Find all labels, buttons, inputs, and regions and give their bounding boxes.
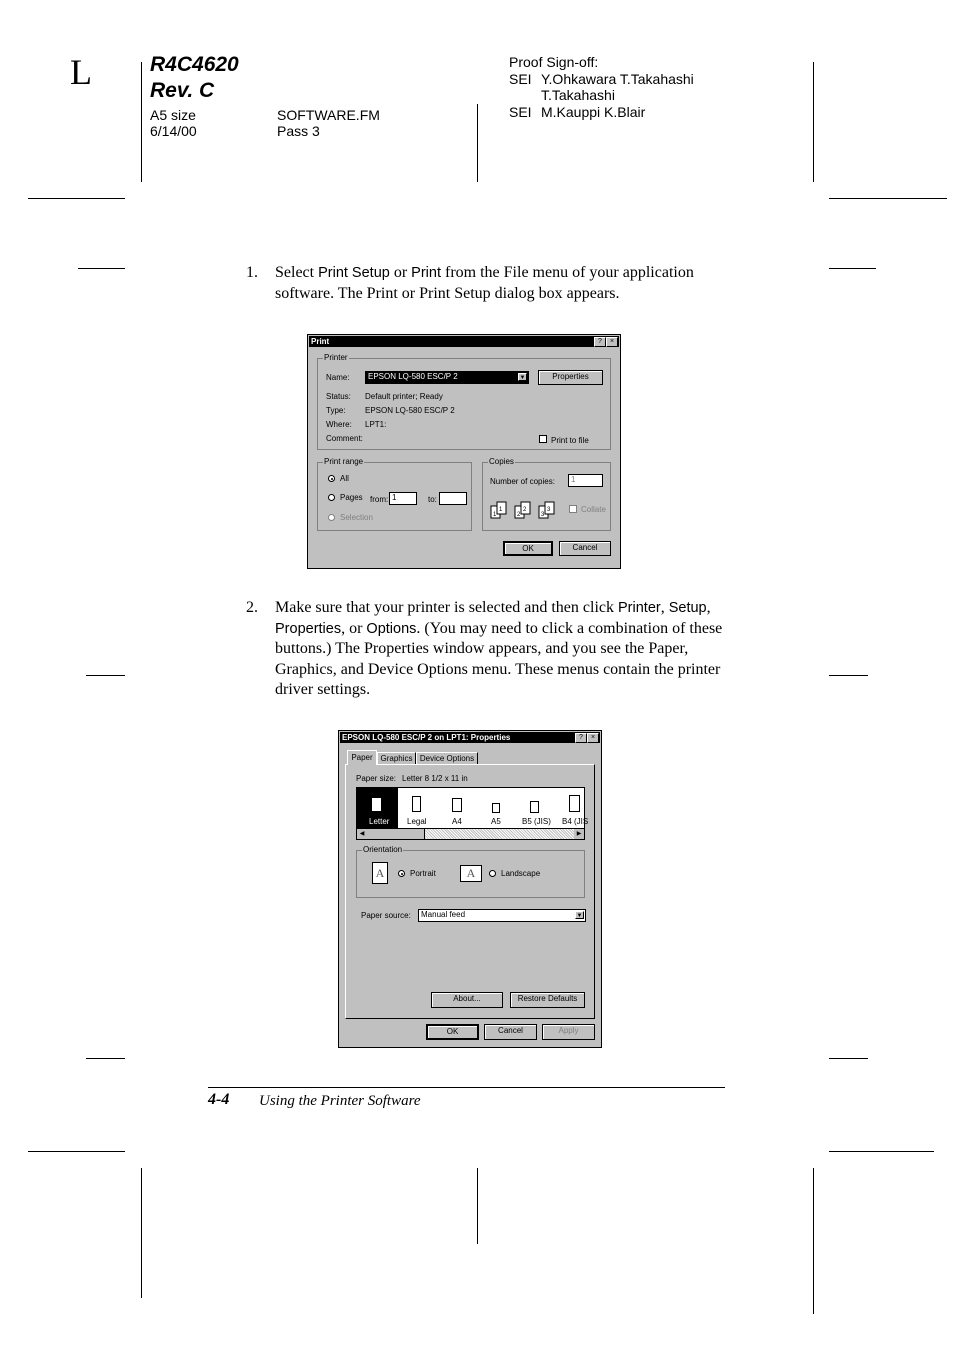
crop-line: [28, 198, 125, 199]
paper-item-label: A4: [452, 817, 462, 826]
portrait-label: Portrait: [410, 869, 436, 878]
comment-label: Comment:: [326, 434, 363, 443]
tab-panel: [345, 764, 595, 1019]
collate-label: Collate: [581, 505, 606, 514]
crop-line: [829, 198, 947, 199]
ok-button[interactable]: OK: [503, 541, 553, 556]
landscape-radio[interactable]: [489, 870, 496, 877]
paper-size-list[interactable]: [356, 787, 589, 840]
name-label: Name:: [326, 373, 350, 382]
status-label: Status:: [326, 392, 351, 401]
copies-group: Copies Number of copies: 1 1 1 2 2 3 3 Collate: [482, 462, 611, 531]
print-range-group: Print range All Pages from: 1 to: Selection: [317, 462, 472, 531]
pages-radio[interactable]: [328, 494, 335, 501]
svg-text:1: 1: [493, 512, 497, 518]
collate-pages-icon: [489, 499, 564, 521]
page-icon: [530, 801, 539, 813]
page-icon: [452, 798, 462, 812]
print-to-file-label: Print to file: [551, 436, 589, 445]
orientation-group: Orientation A Portrait A Landscape: [356, 850, 585, 898]
crop-line: [141, 1168, 142, 1298]
page-icon: [412, 796, 421, 812]
crop-line: [78, 268, 125, 269]
tab-device-options[interactable]: Device Options: [416, 752, 478, 765]
help-icon[interactable]: ?: [575, 733, 587, 743]
about-button[interactable]: About...: [431, 992, 503, 1008]
paper-item-label: B4 (JIS: [562, 817, 589, 826]
all-radio[interactable]: [328, 475, 335, 482]
tab-paper[interactable]: Paper: [347, 750, 377, 765]
apply-button[interactable]: Apply: [542, 1024, 595, 1040]
svg-text:2: 2: [517, 512, 521, 518]
paper-size-label: Paper size:: [356, 774, 397, 783]
properties-dialog: [338, 730, 602, 1048]
pages-label: Pages: [340, 493, 363, 502]
page-icon: [492, 803, 500, 813]
crop-line: [829, 675, 868, 676]
crop-line: [813, 62, 814, 182]
file-name: SOFTWARE.FM: [277, 107, 380, 123]
tab-graphics[interactable]: Graphics: [377, 752, 416, 765]
proof-title: Proof Sign-off:: [509, 54, 599, 70]
proof-names: M.Kauppi K.Blair: [541, 104, 646, 120]
printer-name-select[interactable]: EPSON LQ-580 ESC/P 2 ▼: [365, 371, 529, 384]
dialog-title: EPSON LQ-580 ESC/P 2 on LPT1: Properties: [340, 732, 600, 743]
portrait-icon: A: [372, 862, 388, 884]
landscape-icon: A: [460, 865, 482, 882]
crop-line: [86, 1058, 125, 1059]
type-label: Type:: [326, 406, 346, 415]
properties-button[interactable]: Properties: [538, 370, 603, 385]
crop-line: [28, 1151, 125, 1152]
all-label: All: [340, 474, 349, 483]
paper-size-value: Letter 8 1/2 x 11 in: [402, 774, 468, 783]
crop-line: [477, 104, 478, 182]
chevron-down-icon[interactable]: ▼: [519, 375, 526, 381]
pass-note: Pass 3: [277, 123, 320, 139]
paper-item-label: B5 (JIS): [522, 817, 551, 826]
crop-line: [813, 1168, 814, 1314]
section-title: Using the Printer Software: [259, 1093, 421, 1109]
horizontal-scrollbar[interactable]: [357, 828, 584, 839]
paper-size-note: A5 size: [150, 107, 196, 123]
cancel-button[interactable]: Cancel: [484, 1024, 537, 1040]
crop-line: [477, 1168, 478, 1244]
page-icon: [569, 795, 580, 812]
printer-group: Printer Name: EPSON LQ-580 ESC/P 2 ▼ Properties Status: Default printer; Ready Type: EPSON LQ-580 ESC/P 2 Where: LPT1: Comment: Print to file: [317, 358, 611, 450]
step-number: 2.: [246, 599, 258, 616]
paper-source-select[interactable]: Manual feed ▼: [418, 909, 586, 922]
chevron-down-icon[interactable]: ▼: [576, 913, 583, 919]
from-label: from:: [370, 495, 389, 504]
selection-radio[interactable]: [328, 514, 335, 521]
dialog-title: Print: [309, 336, 619, 347]
print-to-file-checkbox[interactable]: [539, 435, 547, 443]
crop-line: [829, 1151, 934, 1152]
crop-line: [829, 268, 876, 269]
proof-names: T.Takahashi: [541, 87, 615, 103]
from-input[interactable]: 1: [389, 492, 417, 505]
proof-org: SEI: [509, 104, 532, 120]
scroll-left-icon[interactable]: ◀: [357, 829, 367, 839]
where-label: Where:: [326, 420, 352, 429]
svg-text:1: 1: [499, 507, 503, 513]
landscape-label: Landscape: [501, 869, 541, 878]
product-code: R4C4620: [150, 53, 239, 76]
revision: Rev. C: [150, 79, 215, 102]
copies-label: Number of copies:: [490, 477, 555, 486]
svg-text:3: 3: [547, 507, 551, 513]
crop-line: [86, 675, 125, 676]
crop-line: [141, 62, 142, 182]
proof-names: Y.Ohkawara T.Takahashi: [541, 71, 694, 87]
collate-checkbox[interactable]: [569, 505, 577, 513]
date-note: 6/14/00: [150, 123, 197, 139]
step-number: 1.: [246, 264, 258, 281]
status-value: Default printer; Ready: [365, 392, 443, 401]
page-number: 4-4: [208, 1091, 230, 1108]
svg-text:3: 3: [541, 512, 545, 518]
step-text: Make sure that your printer is selected and then click Printer, Setup, Properties, or Options. (You may need to click a combination of these buttons.) The Properties window appears, and you see the Paper, Graphics, and Device Options menu. These menus contain the printer driver settings.: [275, 599, 723, 698]
ok-button[interactable]: OK: [426, 1024, 479, 1040]
selection-label: Selection: [340, 513, 373, 522]
type-value: EPSON LQ-580 ESC/P 2: [365, 406, 455, 415]
print-dialog: [307, 334, 621, 569]
close-icon[interactable]: ×: [606, 337, 618, 347]
close-icon[interactable]: ×: [587, 733, 599, 743]
where-value: LPT1:: [365, 420, 387, 429]
help-icon[interactable]: ?: [594, 337, 606, 347]
restore-defaults-button[interactable]: Restore Defaults: [510, 992, 585, 1008]
copies-stepper[interactable]: 1: [568, 474, 603, 487]
cancel-button[interactable]: Cancel: [559, 541, 611, 556]
step-text: Select Print Setup or Print from the File menu of your application software. The Print or Print Setup dialog box appears.: [275, 264, 694, 302]
portrait-radio[interactable]: [398, 870, 405, 877]
crop-line: [829, 1058, 868, 1059]
paper-item-label: Legal: [407, 817, 427, 826]
corner-letter: L: [70, 52, 92, 92]
to-label: to:: [428, 495, 437, 504]
page-icon: [372, 798, 381, 811]
paper-source-label: Paper source:: [361, 911, 411, 920]
scroll-right-icon[interactable]: ▶: [574, 829, 584, 839]
paper-item-label: A5: [491, 817, 501, 826]
paper-item-label: Letter: [369, 817, 390, 826]
footer-rule: [208, 1087, 725, 1088]
proof-org: SEI: [509, 71, 532, 87]
to-input[interactable]: [439, 492, 467, 505]
svg-text:2: 2: [523, 507, 527, 513]
scroll-thumb[interactable]: [367, 829, 425, 839]
